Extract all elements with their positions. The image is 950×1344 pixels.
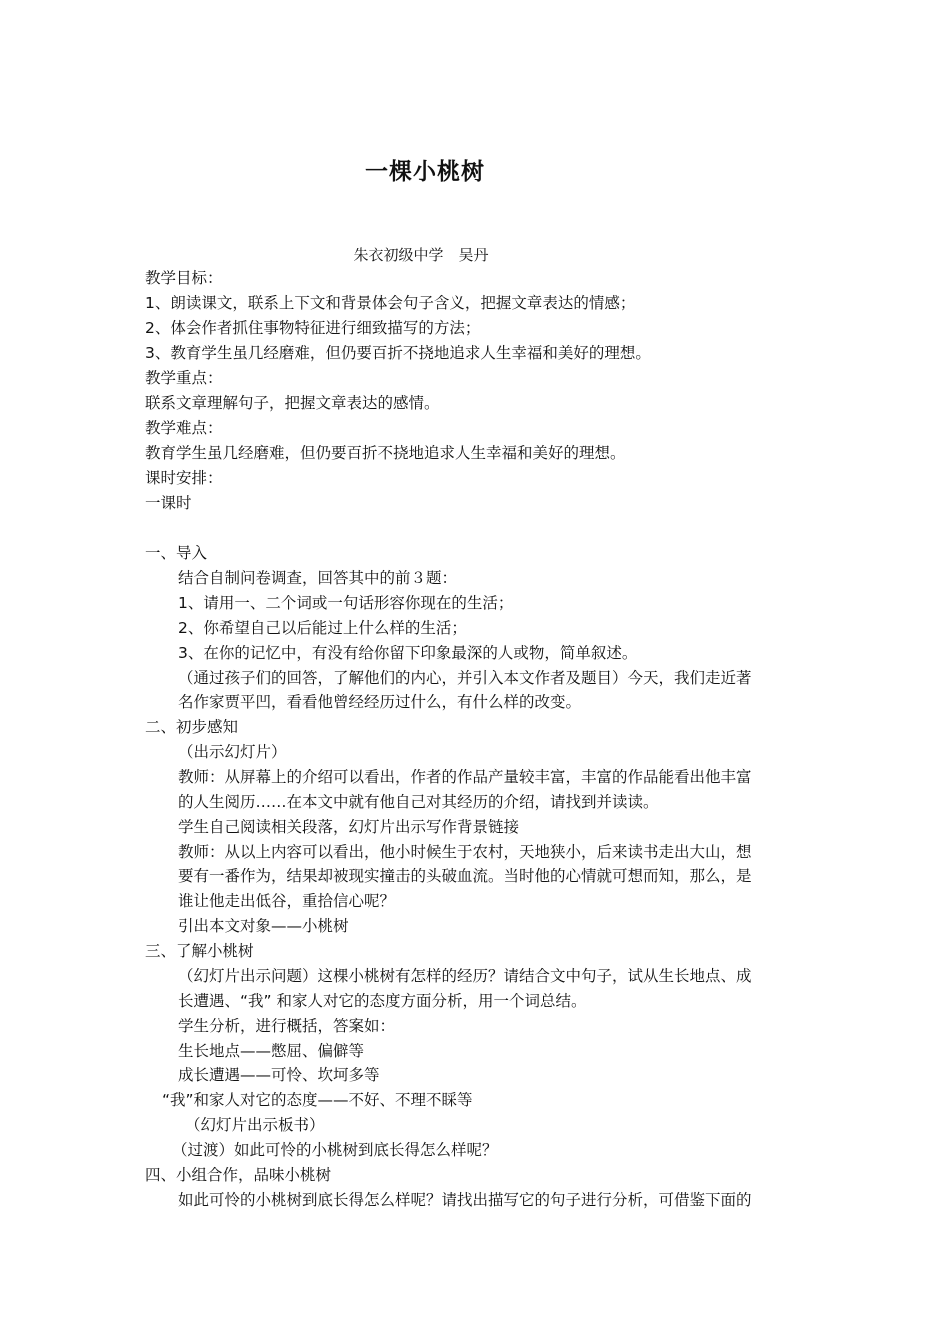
difficulty-text: 教育学生虽几经磨难，但仍要百折不挠地追求人生幸福和美好的理想。 xyxy=(145,444,626,462)
paragraph-line: 长遭遇、“我” 和家人对它的态度方面分析，用一个词总结。 xyxy=(178,992,587,1010)
objective-2: 2、体会作者抓住事物特征进行细致描写的方法； xyxy=(145,319,481,337)
paragraph-line: 学生分析，进行概括，答案如： xyxy=(178,1017,396,1035)
paragraph-line: 2、你希望自己以后能过上什么样的生活； xyxy=(178,619,467,637)
objective-1: 1、朗读课文，联系上下文和背景体会句子含义，把握文章表达的情感； xyxy=(145,294,636,312)
paragraph-line: “我”和家人对它的态度——不好、不理不睬等 xyxy=(162,1091,473,1109)
section-4-heading: 四、小组合作，品味小桃树 xyxy=(145,1166,332,1184)
document-author: 朱衣初级中学 吴丹 xyxy=(353,246,489,264)
schedule-text: 一课时 xyxy=(145,494,192,512)
section-1-heading: 一、导入 xyxy=(145,544,208,562)
paragraph-line: （幻灯片出示问题）这棵小桃树有怎样的经历？请结合文中句子，试从生长地点、成 xyxy=(178,967,752,985)
paragraph-line: 生长地点——憋屈、偏僻等 xyxy=(178,1042,365,1060)
objective-3: 3、教育学生虽几经磨难，但仍要百折不挠地追求人生幸福和美好的理想。 xyxy=(145,344,651,362)
paragraph-line: （幻灯片出示板书） xyxy=(185,1116,325,1134)
paragraph-line: 3、在你的记忆中，有没有给你留下印象最深的人或物，简单叙述。 xyxy=(178,644,638,662)
paragraph-line: 成长遭遇——可怜、坎坷多等 xyxy=(178,1066,380,1084)
paragraph-line: 引出本文对象——小桃树 xyxy=(178,917,349,935)
paragraph-line: 教师：从屏幕上的介绍可以看出，作者的作品产量较丰富，丰富的作品能看出他丰富 xyxy=(178,768,752,786)
paragraph-line: 学生自己阅读相关段落，幻灯片出示写作背景链接 xyxy=(178,818,520,836)
section-3-heading: 三、了解小桃树 xyxy=(145,942,254,960)
paragraph-line: 1、请用一、二个词或一句话形容你现在的生活； xyxy=(178,594,514,612)
paragraph-line: 名作家贾平凹，看看他曾经经历过什么，有什么样的改变。 xyxy=(178,693,582,711)
heading-key-points: 教学重点： xyxy=(145,369,223,387)
heading-schedule: 课时安排： xyxy=(145,469,223,487)
paragraph-line: 教师：从以上内容可以看出，他小时候生于农村，天地狭小，后来读书走出大山，想 xyxy=(178,843,752,861)
section-2-heading: 二、初步感知 xyxy=(145,718,239,736)
paragraph-line: 如此可怜的小桃树到底长得怎么样呢？请找出描写它的句子进行分析，可借鉴下面的 xyxy=(178,1191,752,1209)
heading-objectives: 教学目标： xyxy=(145,269,223,287)
paragraph-line: 要有一番作为，结果却被现实撞击的头破血流。当时他的心情就可想而知，那么，是 xyxy=(178,867,752,885)
key-point-text: 联系文章理解句子，把握文章表达的感情。 xyxy=(145,394,440,412)
paragraph-line: （出示幻灯片） xyxy=(178,743,287,761)
heading-difficulties: 教学难点： xyxy=(145,419,223,437)
paragraph-line: 谁让他走出低谷，重拾信心呢？ xyxy=(178,892,396,910)
paragraph-line: 的人生阅历……在本文中就有他自己对其经历的介绍，请找到并读读。 xyxy=(178,793,659,811)
paragraph-line: （过渡）如此可怜的小桃树到底长得怎么样呢？ xyxy=(172,1141,498,1159)
paragraph-line: 结合自制问卷调查，回答其中的前３题： xyxy=(178,569,458,587)
document-title: 一棵小桃树 xyxy=(365,159,485,185)
paragraph-line: （通过孩子们的回答，了解他们的内心，并引入本文作者及题目）今天，我们走近著 xyxy=(178,669,752,687)
